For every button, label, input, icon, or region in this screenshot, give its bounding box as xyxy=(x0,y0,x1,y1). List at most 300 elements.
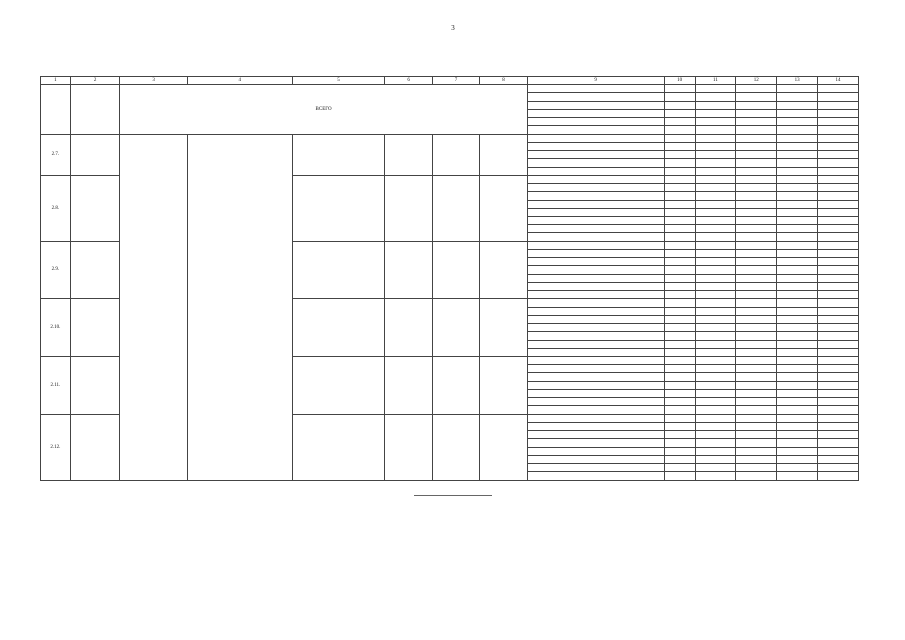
value-cell xyxy=(818,151,859,159)
value-cell xyxy=(818,291,859,299)
value-cell xyxy=(736,192,777,200)
value-cell xyxy=(818,101,859,109)
value-cell xyxy=(736,233,777,241)
value-cell xyxy=(695,134,736,142)
source-cell xyxy=(527,118,664,126)
value-cell xyxy=(695,208,736,216)
value-cell xyxy=(777,134,818,142)
value-cell xyxy=(777,389,818,397)
value-cell xyxy=(736,356,777,364)
value-cell xyxy=(695,142,736,150)
value-cell xyxy=(695,340,736,348)
value-cell xyxy=(777,101,818,109)
value-cell xyxy=(818,208,859,216)
header-cell: 9 xyxy=(527,77,664,85)
value-cell xyxy=(777,208,818,216)
value-cell xyxy=(695,184,736,192)
value-cell xyxy=(736,85,777,93)
source-cell xyxy=(527,167,664,175)
cell xyxy=(664,258,695,266)
value-cell xyxy=(818,422,859,430)
cell xyxy=(664,340,695,348)
value-cell xyxy=(695,422,736,430)
blank-cell xyxy=(70,85,120,134)
value-cell xyxy=(777,192,818,200)
value-cell xyxy=(777,332,818,340)
cell xyxy=(664,266,695,274)
header-row xyxy=(41,77,859,85)
source-cell xyxy=(527,373,664,381)
value-cell xyxy=(695,192,736,200)
row-code: 2.12. xyxy=(41,414,71,480)
blank-cell xyxy=(432,356,479,414)
value-cell xyxy=(695,348,736,356)
cell xyxy=(664,142,695,150)
blank-cell xyxy=(432,175,479,241)
header-cell: 2 xyxy=(70,77,120,85)
value-cell xyxy=(695,414,736,422)
cell xyxy=(664,315,695,323)
source-cell xyxy=(527,398,664,406)
value-cell xyxy=(736,258,777,266)
value-cell xyxy=(818,118,859,126)
source-cell xyxy=(527,216,664,224)
source-cell xyxy=(527,356,664,364)
value-cell xyxy=(695,274,736,282)
total-label: ВСЕГО xyxy=(120,85,527,134)
source-cell xyxy=(527,126,664,134)
blank-cell xyxy=(385,414,432,480)
value-cell xyxy=(818,398,859,406)
value-cell xyxy=(695,282,736,290)
value-cell xyxy=(695,101,736,109)
value-cell xyxy=(777,356,818,364)
value-cell xyxy=(818,282,859,290)
cell xyxy=(664,406,695,414)
value-cell xyxy=(777,324,818,332)
value-cell xyxy=(818,142,859,150)
source-cell xyxy=(527,299,664,307)
blank-cell xyxy=(70,175,120,241)
cell xyxy=(664,233,695,241)
value-cell xyxy=(777,233,818,241)
blank-cell xyxy=(432,414,479,480)
value-cell xyxy=(818,266,859,274)
value-cell xyxy=(777,455,818,463)
value-cell xyxy=(695,291,736,299)
value-cell xyxy=(777,159,818,167)
value-cell xyxy=(736,126,777,134)
cell xyxy=(664,464,695,472)
value-cell xyxy=(695,126,736,134)
value-cell xyxy=(736,151,777,159)
value-cell xyxy=(736,464,777,472)
value-cell xyxy=(818,274,859,282)
value-cell xyxy=(777,472,818,481)
source-cell xyxy=(527,315,664,323)
value-cell xyxy=(818,126,859,134)
value-cell xyxy=(777,118,818,126)
source-cell xyxy=(527,101,664,109)
cell xyxy=(664,118,695,126)
value-cell xyxy=(736,200,777,208)
value-cell xyxy=(736,381,777,389)
table-row xyxy=(41,85,859,93)
value-cell xyxy=(818,332,859,340)
value-cell xyxy=(818,134,859,142)
value-cell xyxy=(736,274,777,282)
row-code: 2.11. xyxy=(41,356,71,414)
cell xyxy=(664,447,695,455)
value-cell xyxy=(736,118,777,126)
value-cell xyxy=(818,431,859,439)
source-cell xyxy=(527,241,664,249)
value-cell xyxy=(695,455,736,463)
value-cell xyxy=(736,406,777,414)
value-cell xyxy=(818,200,859,208)
header-cell: 13 xyxy=(777,77,818,85)
row-code: 2.9. xyxy=(41,241,71,299)
value-cell xyxy=(818,249,859,257)
cell xyxy=(664,151,695,159)
value-cell xyxy=(777,126,818,134)
header-cell: 14 xyxy=(818,77,859,85)
value-cell xyxy=(736,175,777,183)
value-cell xyxy=(818,192,859,200)
blank-cell xyxy=(432,241,479,299)
value-cell xyxy=(818,307,859,315)
source-cell xyxy=(527,142,664,150)
source-cell xyxy=(527,348,664,356)
table-row xyxy=(41,134,859,142)
value-cell xyxy=(777,365,818,373)
value-cell xyxy=(695,381,736,389)
value-cell xyxy=(818,340,859,348)
cell xyxy=(664,184,695,192)
value-cell xyxy=(736,93,777,101)
cell xyxy=(664,216,695,224)
value-cell xyxy=(695,175,736,183)
value-cell xyxy=(695,225,736,233)
value-cell xyxy=(736,101,777,109)
cell xyxy=(664,381,695,389)
value-cell xyxy=(777,291,818,299)
source-cell xyxy=(527,307,664,315)
value-cell xyxy=(736,241,777,249)
value-cell xyxy=(777,414,818,422)
source-cell xyxy=(527,439,664,447)
value-cell xyxy=(695,216,736,224)
value-cell xyxy=(818,258,859,266)
value-cell xyxy=(777,109,818,117)
value-cell xyxy=(736,431,777,439)
source-cell xyxy=(527,159,664,167)
value-cell xyxy=(818,455,859,463)
value-cell xyxy=(736,282,777,290)
header-cell: 7 xyxy=(432,77,479,85)
value-cell xyxy=(695,324,736,332)
cell xyxy=(664,348,695,356)
source-cell xyxy=(527,233,664,241)
value-cell xyxy=(695,249,736,257)
value-cell xyxy=(695,266,736,274)
value-cell xyxy=(818,184,859,192)
value-cell xyxy=(695,233,736,241)
value-cell xyxy=(777,398,818,406)
blank-cell xyxy=(70,299,120,357)
cell xyxy=(664,175,695,183)
value-cell xyxy=(695,241,736,249)
header-cell: 11 xyxy=(695,77,736,85)
value-cell xyxy=(818,439,859,447)
cell xyxy=(664,356,695,364)
event-description xyxy=(120,134,187,480)
value-cell xyxy=(736,159,777,167)
value-cell xyxy=(736,348,777,356)
value-cell xyxy=(818,356,859,364)
source-cell xyxy=(527,249,664,257)
value-cell xyxy=(777,439,818,447)
cell xyxy=(664,398,695,406)
blank-cell xyxy=(70,241,120,299)
source-cell xyxy=(527,200,664,208)
value-cell xyxy=(695,258,736,266)
value-cell xyxy=(736,373,777,381)
value-cell xyxy=(695,439,736,447)
value-cell xyxy=(818,175,859,183)
value-cell xyxy=(818,464,859,472)
cell xyxy=(664,109,695,117)
source-cell xyxy=(527,472,664,481)
value-cell xyxy=(818,472,859,481)
value-cell xyxy=(818,447,859,455)
value-cell xyxy=(777,348,818,356)
value-cell xyxy=(818,406,859,414)
source-cell xyxy=(527,291,664,299)
value-cell xyxy=(736,299,777,307)
bottom-divider xyxy=(414,495,492,496)
blank-cell xyxy=(385,134,432,175)
value-cell xyxy=(777,175,818,183)
value-cell xyxy=(777,315,818,323)
value-cell xyxy=(777,464,818,472)
value-cell xyxy=(777,447,818,455)
value-cell xyxy=(818,299,859,307)
value-cell xyxy=(777,151,818,159)
source-cell xyxy=(527,447,664,455)
value-cell xyxy=(736,324,777,332)
cell xyxy=(664,282,695,290)
blank-cell xyxy=(385,299,432,357)
value-cell xyxy=(818,159,859,167)
value-cell xyxy=(777,282,818,290)
value-cell xyxy=(777,216,818,224)
cell xyxy=(664,101,695,109)
value-cell xyxy=(736,439,777,447)
cell xyxy=(664,126,695,134)
value-cell xyxy=(695,472,736,481)
cell xyxy=(664,192,695,200)
value-cell xyxy=(777,167,818,175)
source-cell xyxy=(527,85,664,93)
cell xyxy=(664,414,695,422)
header-cell: 5 xyxy=(292,77,385,85)
value-cell xyxy=(818,348,859,356)
cell xyxy=(664,85,695,93)
value-cell xyxy=(736,216,777,224)
value-cell xyxy=(695,118,736,126)
cell xyxy=(664,422,695,430)
value-cell xyxy=(736,422,777,430)
source-cell xyxy=(527,282,664,290)
cell xyxy=(664,159,695,167)
header-cell: 6 xyxy=(385,77,432,85)
source-cell xyxy=(527,274,664,282)
measure-name xyxy=(292,134,385,175)
source-cell xyxy=(527,175,664,183)
value-cell xyxy=(818,324,859,332)
source-cell xyxy=(527,340,664,348)
blank-cell xyxy=(480,175,527,241)
cell xyxy=(664,472,695,481)
measure-name xyxy=(292,175,385,241)
value-cell xyxy=(695,159,736,167)
value-cell xyxy=(736,142,777,150)
value-cell xyxy=(695,373,736,381)
value-cell xyxy=(736,455,777,463)
source-cell xyxy=(527,258,664,266)
value-cell xyxy=(736,249,777,257)
blank-cell xyxy=(432,299,479,357)
value-cell xyxy=(818,414,859,422)
value-cell xyxy=(736,184,777,192)
value-cell xyxy=(818,373,859,381)
value-cell xyxy=(695,200,736,208)
value-cell xyxy=(818,381,859,389)
value-cell xyxy=(736,472,777,481)
value-cell xyxy=(736,340,777,348)
source-cell xyxy=(527,414,664,422)
value-cell xyxy=(736,225,777,233)
value-cell xyxy=(777,406,818,414)
cell xyxy=(664,431,695,439)
blank-cell xyxy=(480,414,527,480)
cell xyxy=(664,167,695,175)
cell xyxy=(664,324,695,332)
blank-cell xyxy=(480,299,527,357)
program-funding-table xyxy=(40,76,859,481)
value-cell xyxy=(777,93,818,101)
value-cell xyxy=(777,249,818,257)
cell xyxy=(664,134,695,142)
cell xyxy=(664,439,695,447)
value-cell xyxy=(777,258,818,266)
blank-cell xyxy=(385,241,432,299)
value-cell xyxy=(777,225,818,233)
value-cell xyxy=(818,389,859,397)
row-code: 2.10. xyxy=(41,299,71,357)
blank-cell xyxy=(70,414,120,480)
source-cell xyxy=(527,225,664,233)
value-cell xyxy=(777,200,818,208)
source-cell xyxy=(527,365,664,373)
target-indicators xyxy=(187,134,292,480)
source-cell xyxy=(527,208,664,216)
value-cell xyxy=(777,184,818,192)
value-cell xyxy=(736,291,777,299)
value-cell xyxy=(736,447,777,455)
value-cell xyxy=(736,414,777,422)
value-cell xyxy=(695,464,736,472)
source-cell xyxy=(527,455,664,463)
value-cell xyxy=(777,307,818,315)
value-cell xyxy=(736,398,777,406)
blank-cell xyxy=(480,241,527,299)
measure-name xyxy=(292,414,385,480)
value-cell xyxy=(818,225,859,233)
source-cell xyxy=(527,431,664,439)
cell xyxy=(664,307,695,315)
blank-cell xyxy=(480,356,527,414)
source-cell xyxy=(527,266,664,274)
source-cell xyxy=(527,464,664,472)
value-cell xyxy=(818,315,859,323)
blank-cell xyxy=(385,356,432,414)
cell xyxy=(664,274,695,282)
value-cell xyxy=(818,93,859,101)
header-cell: 4 xyxy=(187,77,292,85)
value-cell xyxy=(777,274,818,282)
value-cell xyxy=(736,315,777,323)
header-cell: 8 xyxy=(480,77,527,85)
cell xyxy=(664,299,695,307)
value-cell xyxy=(695,398,736,406)
value-cell xyxy=(736,266,777,274)
blank-cell xyxy=(385,175,432,241)
source-cell xyxy=(527,381,664,389)
blank-cell xyxy=(480,134,527,175)
value-cell xyxy=(818,241,859,249)
value-cell xyxy=(695,406,736,414)
cell xyxy=(664,373,695,381)
value-cell xyxy=(695,389,736,397)
value-cell xyxy=(818,216,859,224)
value-cell xyxy=(818,233,859,241)
value-cell xyxy=(818,85,859,93)
cell xyxy=(664,225,695,233)
value-cell xyxy=(777,241,818,249)
source-cell xyxy=(527,184,664,192)
header-cell: 12 xyxy=(736,77,777,85)
source-cell xyxy=(527,422,664,430)
value-cell xyxy=(695,332,736,340)
measure-name xyxy=(292,356,385,414)
header-cell: 10 xyxy=(664,77,695,85)
source-cell xyxy=(527,389,664,397)
cell xyxy=(664,389,695,397)
value-cell xyxy=(777,422,818,430)
value-cell xyxy=(695,365,736,373)
value-cell xyxy=(818,365,859,373)
measure-name xyxy=(292,241,385,299)
value-cell xyxy=(777,431,818,439)
cell xyxy=(664,249,695,257)
value-cell xyxy=(818,167,859,175)
value-cell xyxy=(736,307,777,315)
row-code: 2.7. xyxy=(41,134,71,175)
value-cell xyxy=(695,356,736,364)
source-cell xyxy=(527,134,664,142)
